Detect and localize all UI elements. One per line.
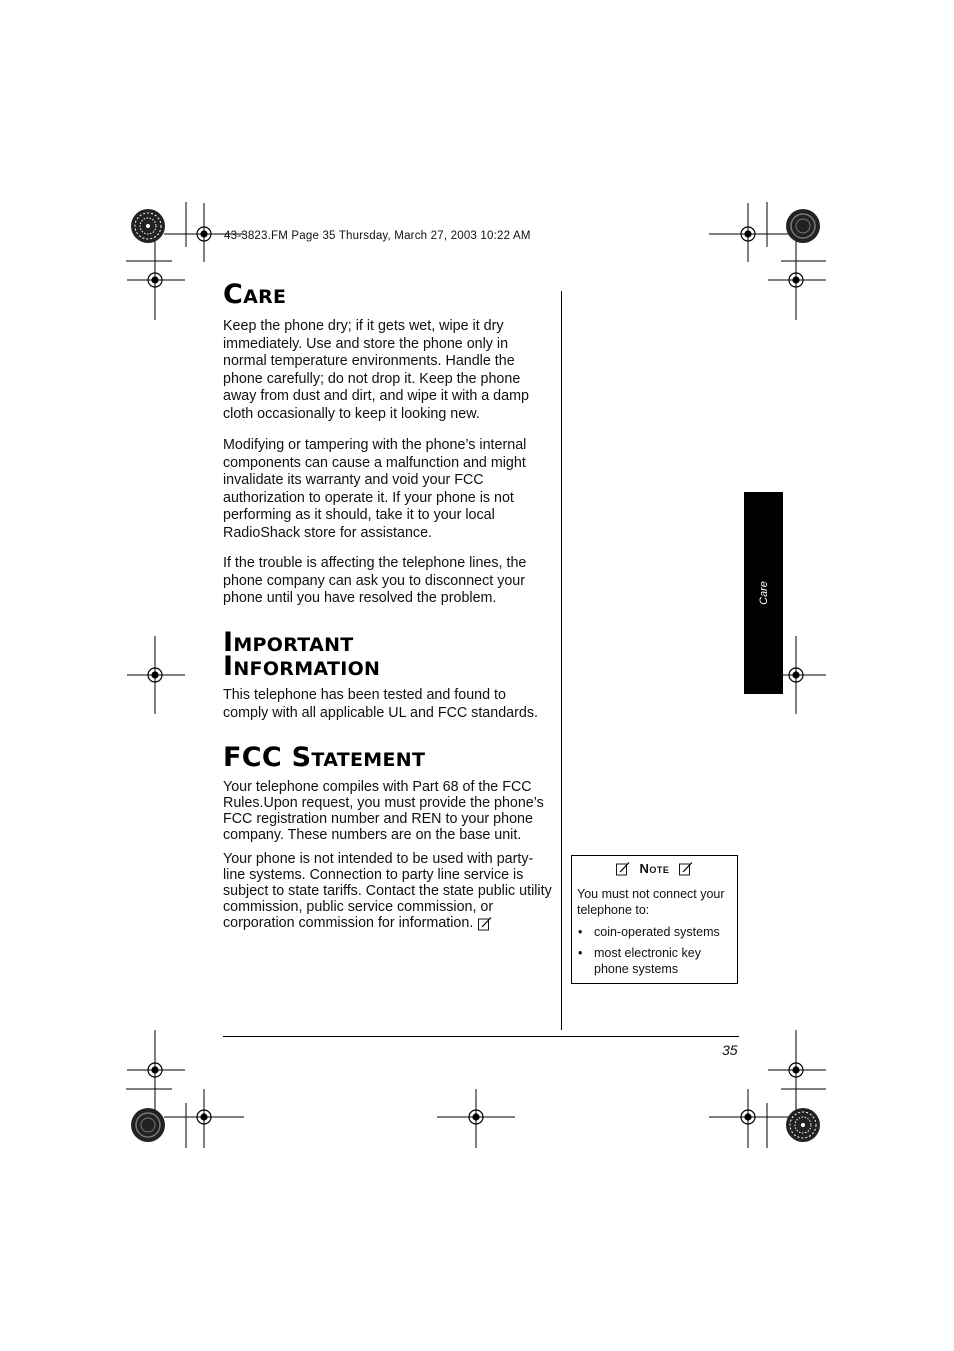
important-paragraph: This telephone has been tested and found to comply with all applicable UL and FCC standards. <box>223 687 538 721</box>
color-rosette-icon <box>786 1108 820 1142</box>
page-number: 35 <box>722 1042 738 1058</box>
important-heading-line2: Information <box>223 651 381 682</box>
color-rosette-icon <box>131 1108 165 1142</box>
note-label: Note <box>639 861 670 877</box>
note-intro: You must not connect your telephone to: <box>577 887 725 917</box>
color-rosette-icon <box>131 209 165 243</box>
pen-note-icon <box>615 861 631 877</box>
section-side-tab <box>744 492 783 694</box>
important-heading-line1: Important <box>223 627 354 658</box>
column-divider <box>561 291 562 1030</box>
fcc-statement-heading: FCC Statement <box>223 742 426 773</box>
important-information-heading <box>223 627 563 682</box>
note-list-item: • most electronic key phone systems <box>577 945 733 977</box>
file-info-header: 43-3823.FM Page 35 Thursday, March 27, 2003 10:22 AM <box>224 230 531 242</box>
side-tab-label: Care <box>757 581 770 605</box>
note-list <box>577 924 733 977</box>
pen-note-icon <box>477 916 493 932</box>
pen-note-icon <box>678 861 694 877</box>
fcc-paragraph-2 <box>223 851 553 932</box>
footer-rule <box>223 1036 739 1037</box>
note-box <box>571 855 738 984</box>
fcc-paragraph-1: Your telephone compiles with Part 68 of the FCC Rules.Upon request, you must provide the phone’s FCC registration number and REN to your phone company. These numbers are on the base unit. <box>223 779 544 844</box>
color-rosette-icon <box>786 209 820 243</box>
note-body <box>577 886 733 982</box>
note-header <box>572 860 737 877</box>
care-paragraph-2: Modifying or tampering with the phone’s internal components can cause a malfunction and might invalidate its warranty and void your FCC authorization to operate it. If your phone is not performing as it should, take it to your local RadioShack store for assistance. <box>223 437 527 541</box>
care-paragraph-1: Keep the phone dry; if it gets wet, wipe it dry immediately. Use and store the phone only in normal temperature environments. Handle the phone carefully; do not drop it. Keep the phone away from dust and dirt, and wipe it with a damp cloth occasionally to keep it looking new. <box>223 318 529 422</box>
fcc-paragraph-2-text: Your phone is not intended to be used with party-line systems. Connection to party line service is subject to state tariffs. Contact the state public utility commission, public service commission, or corporation commission for information. <box>223 851 552 932</box>
note-list-item: • coin-operated systems <box>577 924 733 940</box>
care-paragraph-3: If the trouble is affecting the telephone lines, the phone company can ask you to disconnect your phone until you have resolved the problem. <box>223 555 527 607</box>
care-heading: Care <box>223 279 287 310</box>
